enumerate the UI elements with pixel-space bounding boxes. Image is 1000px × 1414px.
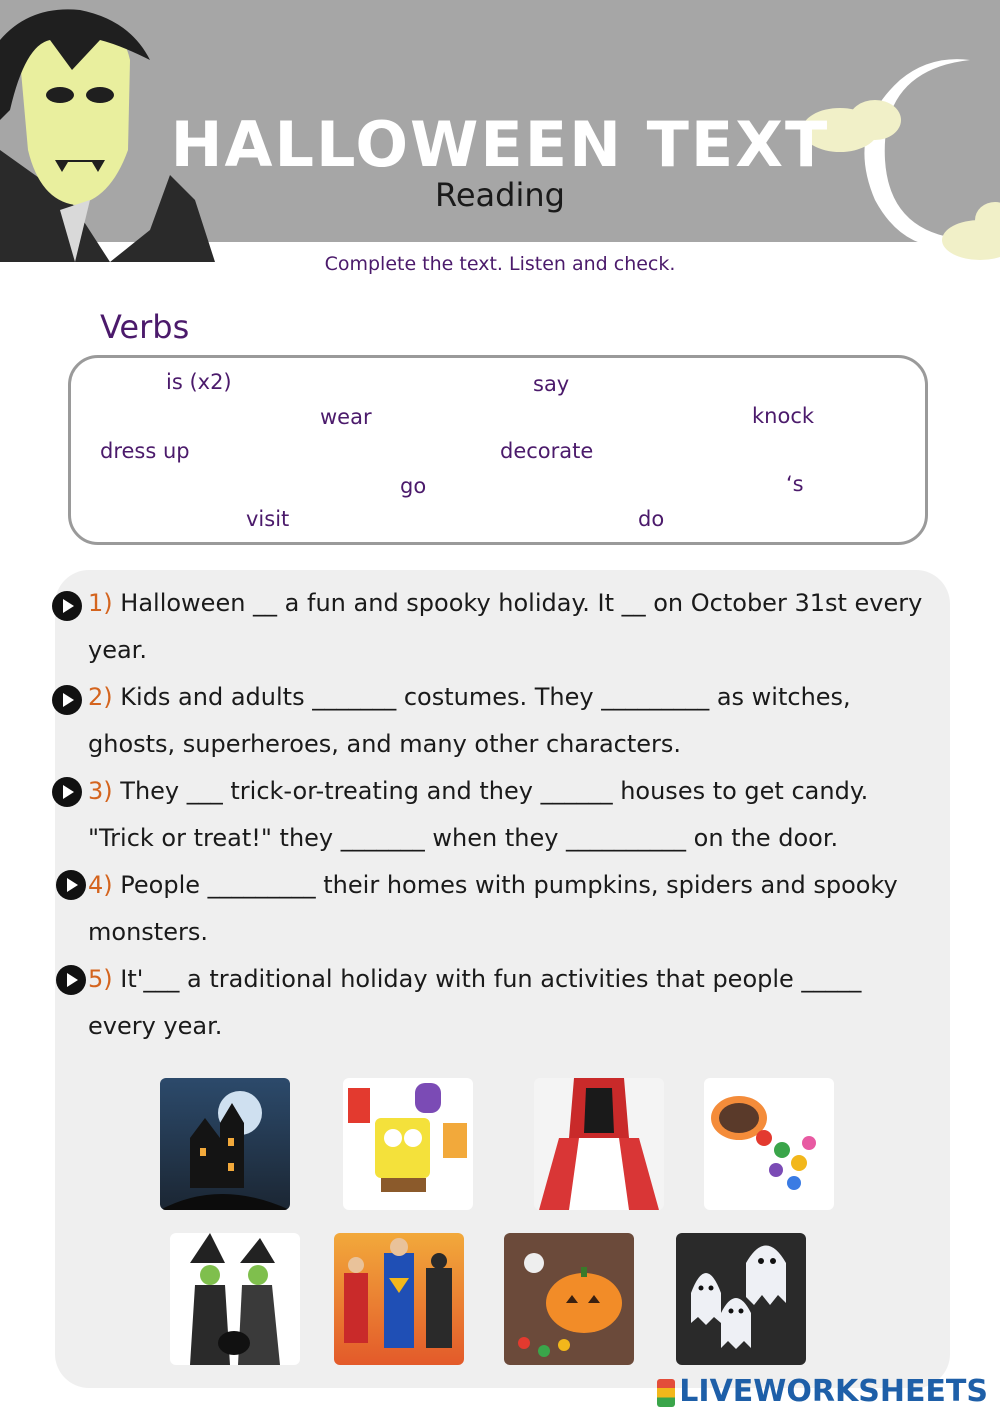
ghosts-image	[676, 1233, 806, 1365]
instruction-text: Complete the text. Listen and check.	[324, 253, 676, 275]
sentence-2	[88, 674, 928, 768]
play-audio-button[interactable]	[56, 870, 86, 900]
sentence-text: They ___ trick-or-treating and they ______ houses to get candy. "Trick or treat!" they _______ when they __________ on the door.	[88, 777, 869, 852]
candy-bucket-image	[704, 1078, 834, 1210]
play-audio-button[interactable]	[56, 965, 86, 995]
logo-text: LIVEWORKSHEETS	[679, 1374, 988, 1409]
page-title: HALLOWEEN TEXT	[170, 108, 830, 181]
verb-item: is (x2)	[166, 370, 232, 394]
verb-item: go	[400, 474, 427, 498]
sentence-5	[88, 956, 928, 1050]
verb-item: say	[533, 372, 570, 396]
verbs-heading: Verbs	[100, 308, 190, 346]
verb-item: decorate	[500, 439, 594, 463]
sentence-text: Kids and adults _______ costumes. They _________ as witches, ghosts, superheroes, and many other characters.	[88, 683, 851, 758]
sentence-3	[88, 768, 928, 862]
verb-item: ‘s	[786, 472, 804, 496]
verb-item: dress up	[100, 439, 190, 463]
logo-icon	[657, 1379, 675, 1407]
sentence-number: 3)	[88, 777, 113, 805]
witches-image	[170, 1233, 300, 1365]
sentence-text: People _________ their homes with pumpkins, spiders and spooky monsters.	[88, 871, 898, 946]
play-audio-button[interactable]	[52, 591, 82, 621]
header-banner	[0, 0, 1000, 242]
sentence-1	[88, 580, 928, 674]
sentence-text: It'___ a traditional holiday with fun activities that people _____ every year.	[88, 965, 862, 1040]
costume-image	[534, 1078, 664, 1210]
verb-item: do	[638, 507, 665, 531]
verb-bank	[68, 355, 928, 545]
play-audio-button[interactable]	[52, 777, 82, 807]
sentence-number: 2)	[88, 683, 113, 711]
sentence-number: 4)	[88, 871, 113, 899]
verb-item: wear	[320, 405, 372, 429]
sentence-text: Halloween __ a fun and spooky holiday. It __ on October 31st every year.	[88, 589, 923, 664]
play-audio-button[interactable]	[52, 685, 82, 715]
liveworksheets-logo[interactable]	[657, 1374, 988, 1409]
pumpkin-candy-image	[504, 1233, 634, 1365]
fun-cartoon-image	[343, 1078, 473, 1210]
sentence-number: 1)	[88, 589, 113, 617]
verb-item: visit	[246, 507, 290, 531]
verb-item: knock	[752, 404, 815, 428]
sentence-4	[88, 862, 928, 956]
page-subtitle: Reading	[435, 176, 565, 214]
superheroes-image	[334, 1233, 464, 1365]
sentence-number: 5)	[88, 965, 113, 993]
haunted-house-image	[160, 1078, 290, 1210]
